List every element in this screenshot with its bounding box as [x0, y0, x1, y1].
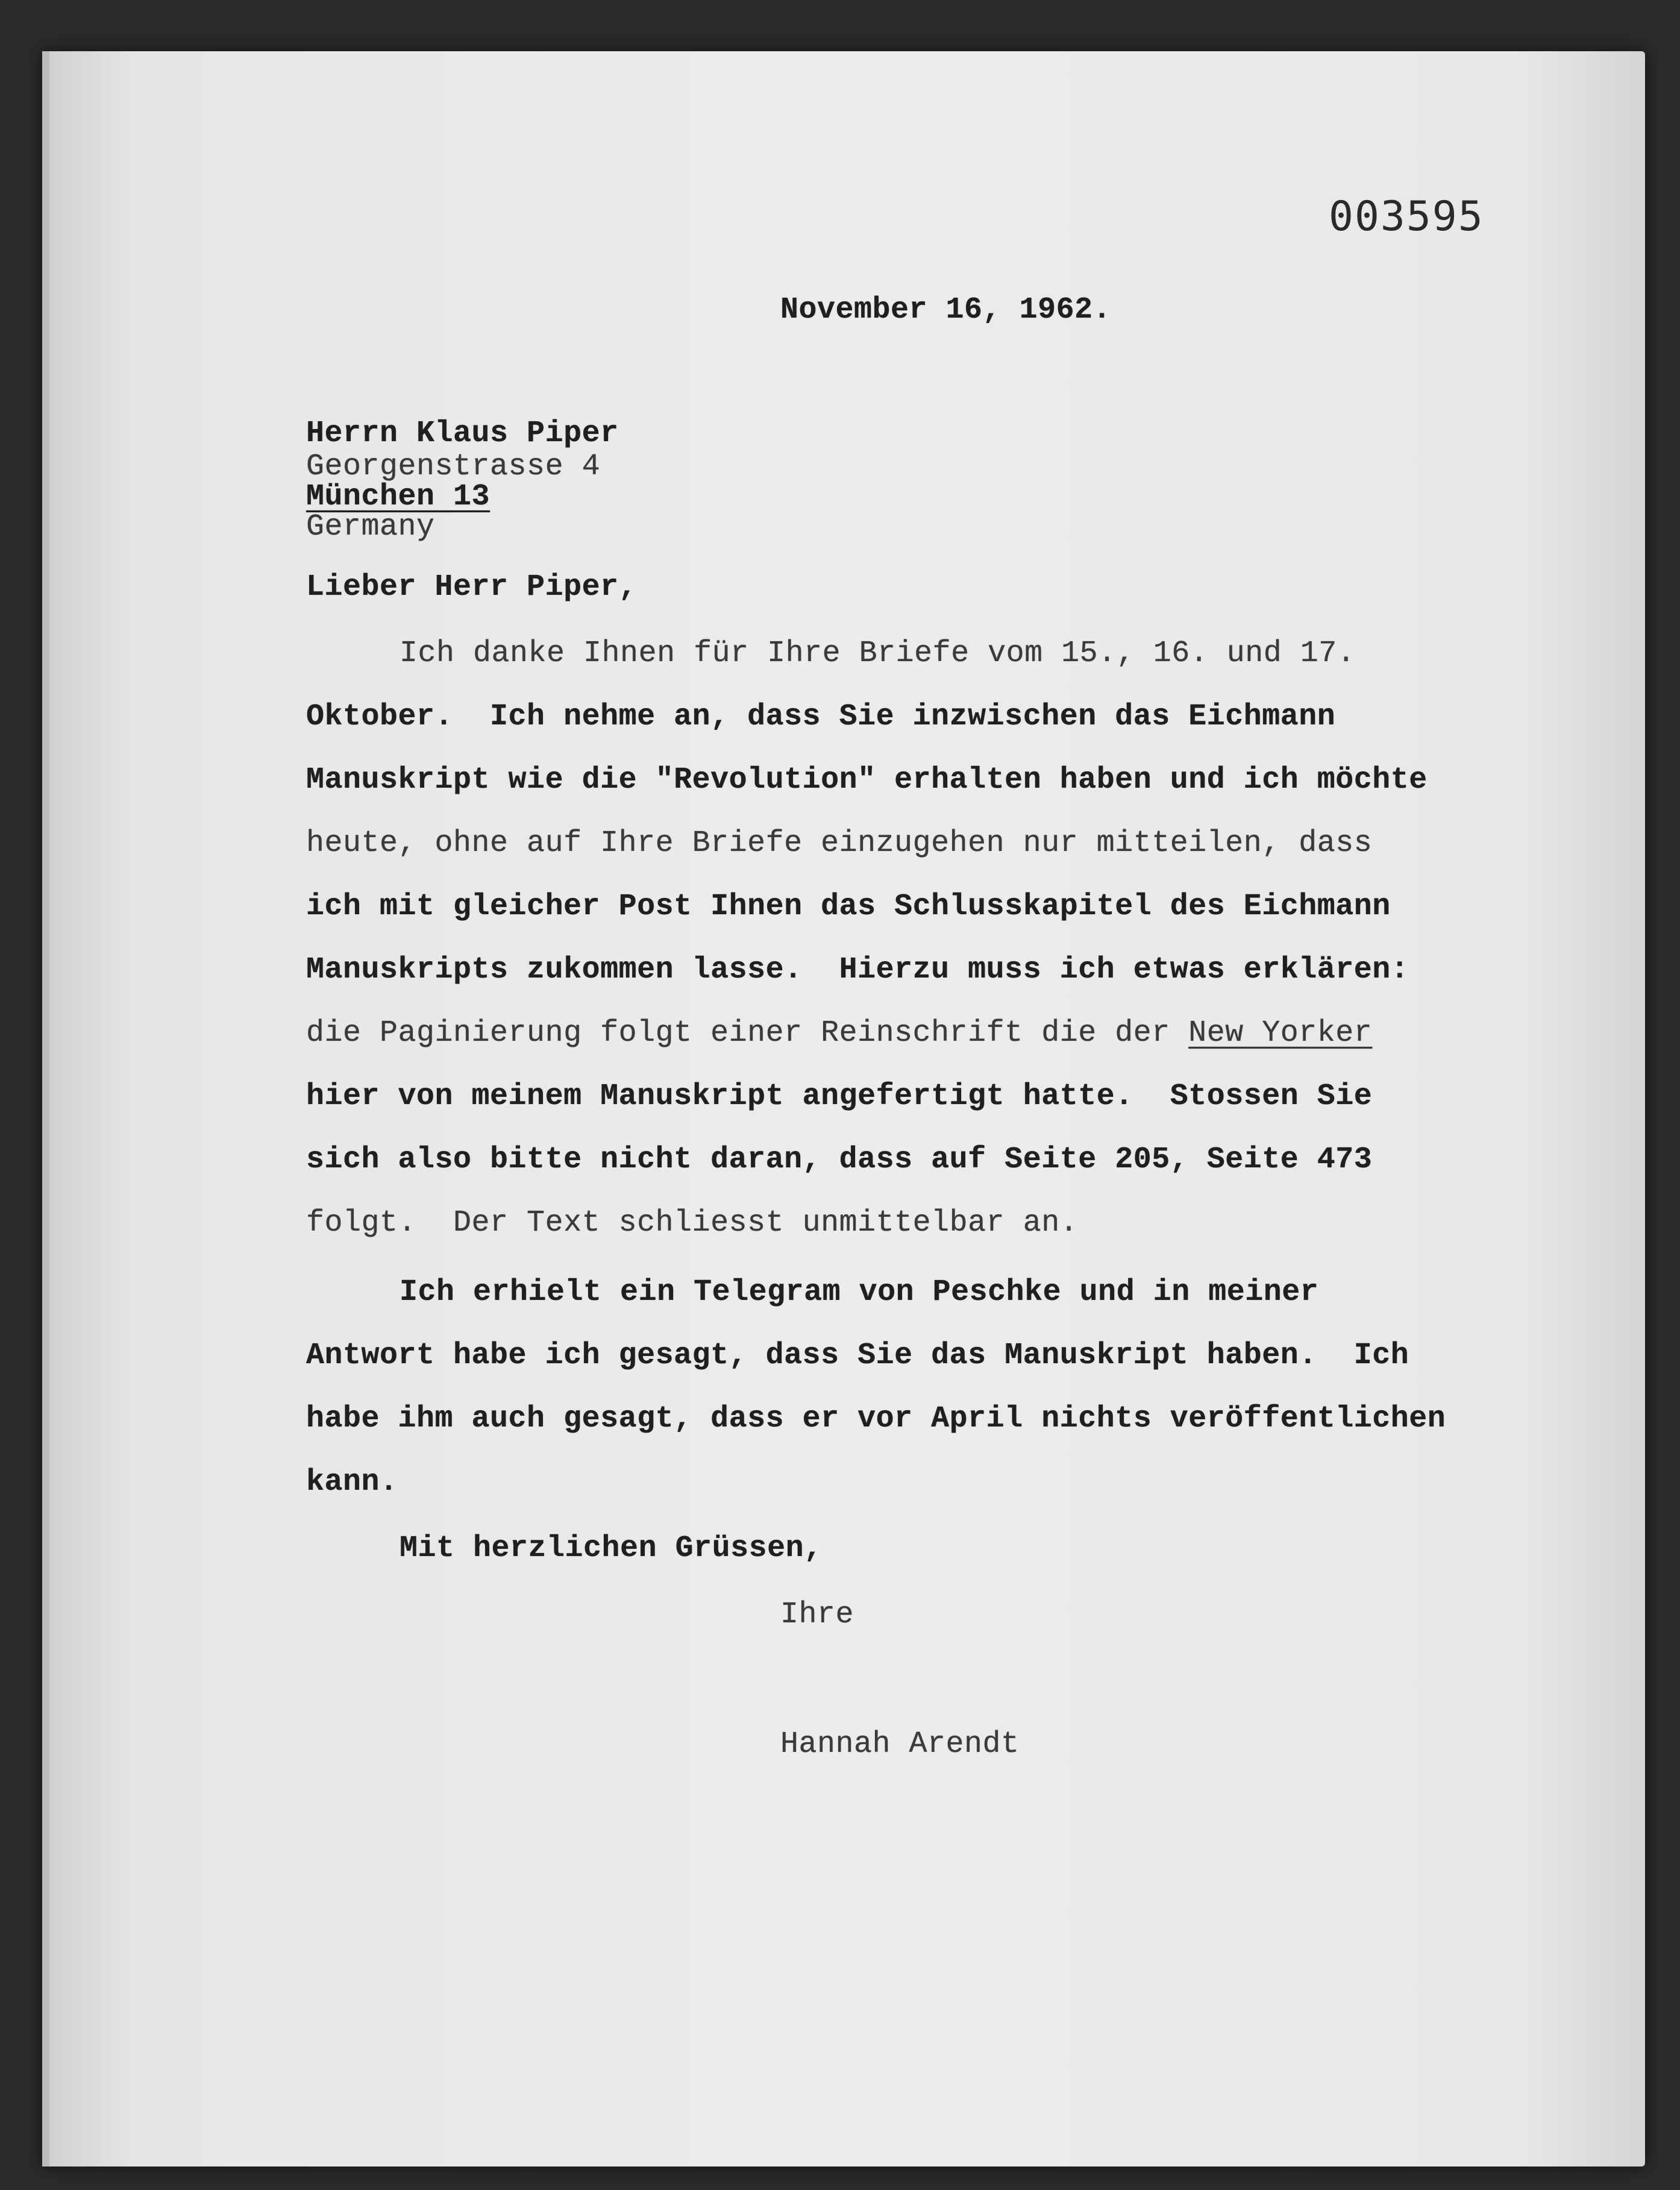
recipient-city: München 13 [306, 480, 491, 514]
paragraph2-line3: habe ihm auch gesagt, dass er vor April nichts veröffentlichen [306, 1402, 1446, 1436]
letter-date: November 16, 1962. [780, 293, 1112, 327]
letter-page [42, 51, 1645, 2166]
paragraph1-line5: ich mit gleicher Post Ihnen das Schlusskapitel des Eichmann [306, 889, 1391, 924]
paragraph2-line4: kann. [306, 1465, 398, 1499]
closing-ihre: Ihre [780, 1598, 854, 1632]
paragraph1-line6: Manuskripts zukommen lasse. Hierzu muss ich etwas erklären: [306, 953, 1409, 987]
paragraph1-line8: hier von meinem Manuskript angefertigt hatte. Stossen Sie [306, 1079, 1373, 1114]
new-yorker-underlined: New Yorker [1188, 1016, 1373, 1050]
recipient-street: Georgenstrasse 4 [306, 450, 601, 484]
paragraph2-line1: Ich erhielt ein Telegram von Peschke und in meiner [400, 1275, 1319, 1310]
signature: Hannah Arendt [780, 1727, 1020, 1762]
paragraph1-line2: Oktober. Ich nehme an, dass Sie inzwischen das Eichmann [306, 700, 1336, 734]
recipient-country: Germany [306, 510, 435, 544]
recipient-name: Herrn Klaus Piper [306, 416, 619, 451]
paragraph1-line1: Ich danke Ihnen für Ihre Briefe vom 15., 16. und 17. [400, 636, 1356, 671]
paragraph1-line3: Manuskript wie die "Revolution" erhalten haben und ich möchte [306, 763, 1428, 797]
paragraph1-line7 [306, 1018, 1372, 1049]
paragraph1-line10: folgt. Der Text schliesst unmittelbar an. [306, 1206, 1079, 1240]
paragraph1-line4: heute, ohne auf Ihre Briefe einzugehen nur mitteilen, dass [306, 826, 1373, 861]
document-number: 003595 [1329, 193, 1484, 240]
paragraph1-line7-text: die Paginierung folgt einer Reinschrift die der [306, 1016, 1189, 1050]
paragraph2-line2: Antwort habe ich gesagt, dass Sie das Manuskript haben. Ich [306, 1338, 1409, 1373]
page-left-edge [42, 51, 49, 2166]
paragraph1-line9: sich also bitte nicht daran, dass auf Seite 205, Seite 473 [306, 1143, 1373, 1177]
closing: Mit herzlichen Grüssen, [400, 1531, 823, 1566]
salutation: Lieber Herr Piper, [306, 570, 638, 604]
